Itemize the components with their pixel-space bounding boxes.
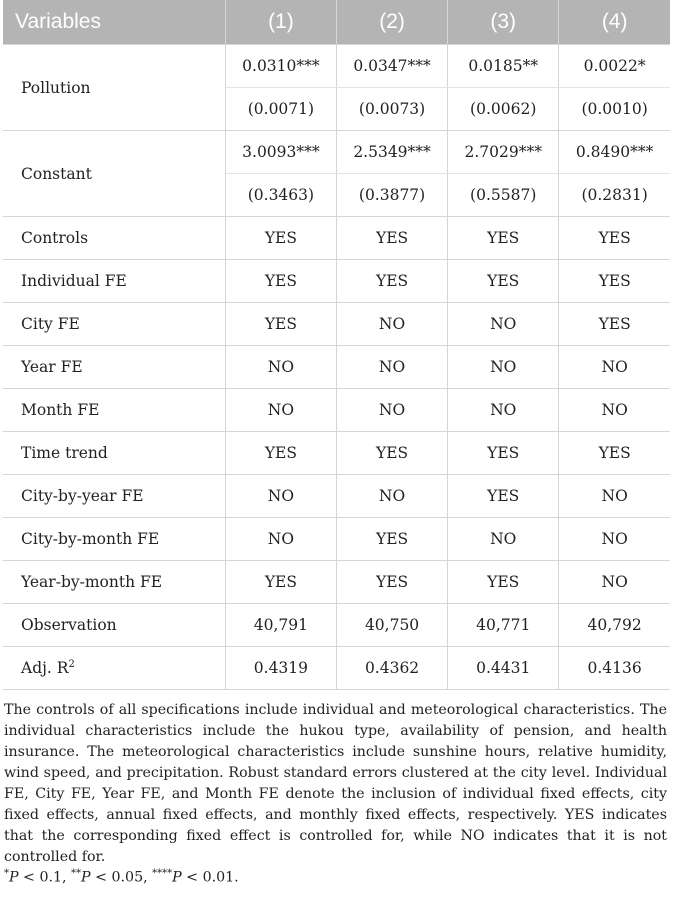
row-label: Time trend — [3, 432, 225, 475]
table-cell: NO — [225, 518, 336, 561]
table-row-pollution — [3, 45, 670, 88]
pollution-se-2: (0.0073) — [336, 88, 447, 131]
table-cell: YES — [336, 432, 447, 475]
row-label: City-by-year FE — [3, 475, 225, 518]
fe-rows — [3, 217, 670, 647]
header-col-4: (4) — [559, 0, 670, 45]
table-cell: YES — [225, 217, 336, 260]
adj-r2-value-2: 0.4362 — [336, 647, 447, 690]
adj-r2-value-1: 0.4319 — [225, 647, 336, 690]
table-cell: NO — [336, 389, 447, 432]
sig-threshold-2: < 0.05, — [90, 869, 153, 886]
table-cell: YES — [448, 217, 559, 260]
row-label-adj-r2 — [3, 647, 225, 690]
table-cell: NO — [336, 303, 447, 346]
row-label: City FE — [3, 303, 225, 346]
row-label: Year-by-month FE — [3, 561, 225, 604]
table-cell: YES — [559, 432, 670, 475]
adj-r2-superscript: 2 — [68, 658, 75, 670]
adj-r2-value-3: 0.4431 — [448, 647, 559, 690]
table-cell: YES — [448, 475, 559, 518]
table-cell: YES — [336, 518, 447, 561]
header-variables: Variables — [3, 0, 225, 45]
table-row — [3, 260, 670, 303]
adj-r2-value-4: 0.4136 — [559, 647, 670, 690]
sig-p-2: P — [81, 869, 91, 886]
table-cell: YES — [225, 432, 336, 475]
table-cell: NO — [225, 346, 336, 389]
sig-threshold-3: < 0.01. — [181, 869, 239, 886]
table-row — [3, 389, 670, 432]
constant-se-3: (0.5587) — [448, 174, 559, 217]
header-col-2: (2) — [336, 0, 447, 45]
table-cell: YES — [448, 432, 559, 475]
table-cell: NO — [448, 303, 559, 346]
sig-stars-2: ** — [71, 868, 82, 879]
row-label: Year FE — [3, 346, 225, 389]
row-label: Month FE — [3, 389, 225, 432]
pollution-coef-3: 0.0185** — [448, 45, 559, 88]
pollution-se-4: (0.0010) — [559, 88, 670, 131]
constant-coef-1: 3.0093*** — [225, 131, 336, 174]
table-cell: NO — [225, 389, 336, 432]
table-cell: NO — [448, 518, 559, 561]
pollution-coef-4: 0.0022* — [559, 45, 670, 88]
table-cell: NO — [559, 561, 670, 604]
row-label-pollution: Pollution — [3, 45, 225, 131]
sig-stars-1: * — [4, 868, 9, 879]
table-cell: NO — [559, 346, 670, 389]
table-cell: 40,791 — [225, 604, 336, 647]
constant-se-4: (0.2831) — [559, 174, 670, 217]
table-notes: The controls of all specifications include individual and meteorological characteristics. The individual characteristics include the hukou type, availability of pension, and health insurance. The meteorological characteristics include sunshine hours, relative humidity, wind speed, and precipitation. Robust standard errors clustered at the city level. Individual FE, City FE, Year FE, and Month FE denote the inclusion of individual fixed effects, city fixed effects, annual fixed effects, and monthly fixed effects, respectively. YES indicates that the corresponding fixed effect is controlled for, while NO indicates that it is not controlled for. — [4, 702, 667, 865]
table-row — [3, 303, 670, 346]
row-label-constant: Constant — [3, 131, 225, 217]
table-header-row — [3, 0, 670, 45]
row-label: Individual FE — [3, 260, 225, 303]
table-cell: NO — [225, 475, 336, 518]
table-cell: YES — [225, 303, 336, 346]
table-cell: 40,750 — [336, 604, 447, 647]
header-col-1: (1) — [225, 0, 336, 45]
table-row — [3, 518, 670, 561]
constant-coef-4: 0.8490*** — [559, 131, 670, 174]
table-cell: YES — [559, 260, 670, 303]
table-cell: YES — [559, 217, 670, 260]
table-cell: YES — [225, 260, 336, 303]
table-row — [3, 432, 670, 475]
table-cell: YES — [448, 260, 559, 303]
table-cell: YES — [336, 260, 447, 303]
table-row-adj-r2 — [3, 647, 670, 690]
pollution-se-3: (0.0062) — [448, 88, 559, 131]
table-cell: NO — [559, 389, 670, 432]
table-row — [3, 475, 670, 518]
table-cell: YES — [336, 561, 447, 604]
table-row — [3, 217, 670, 260]
constant-coef-3: 2.7029*** — [448, 131, 559, 174]
table-cell: YES — [225, 561, 336, 604]
header-col-3: (3) — [448, 0, 559, 45]
row-label: Controls — [3, 217, 225, 260]
table-cell: NO — [448, 389, 559, 432]
pollution-se-1: (0.0071) — [225, 88, 336, 131]
table-cell: YES — [448, 561, 559, 604]
table-cell: 40,771 — [448, 604, 559, 647]
constant-coef-2: 2.5349*** — [336, 131, 447, 174]
pollution-coef-2: 0.0347*** — [336, 45, 447, 88]
pollution-coef-1: 0.0310*** — [225, 45, 336, 88]
sig-p-3: P — [172, 869, 182, 886]
table-cell: YES — [336, 217, 447, 260]
row-label: City-by-month FE — [3, 518, 225, 561]
constant-se-2: (0.3877) — [336, 174, 447, 217]
table-cell: NO — [448, 346, 559, 389]
table-cell: NO — [559, 518, 670, 561]
table-row — [3, 604, 670, 647]
table-row — [3, 346, 670, 389]
table-cell: NO — [559, 475, 670, 518]
constant-se-1: (0.3463) — [225, 174, 336, 217]
sig-p-1: P — [9, 869, 19, 886]
table-cell: YES — [559, 303, 670, 346]
regression-table — [3, 0, 670, 690]
sig-threshold-1: < 0.1, — [18, 869, 72, 886]
sig-stars-3: **** — [152, 868, 173, 879]
adj-r2-label-text: Adj. R — [21, 659, 69, 678]
table-cell: 40,792 — [559, 604, 670, 647]
table-row-constant — [3, 131, 670, 174]
table-cell: NO — [336, 346, 447, 389]
row-label: Observation — [3, 604, 225, 647]
table-row — [3, 561, 670, 604]
table-cell: NO — [336, 475, 447, 518]
significance-legend — [4, 868, 667, 886]
